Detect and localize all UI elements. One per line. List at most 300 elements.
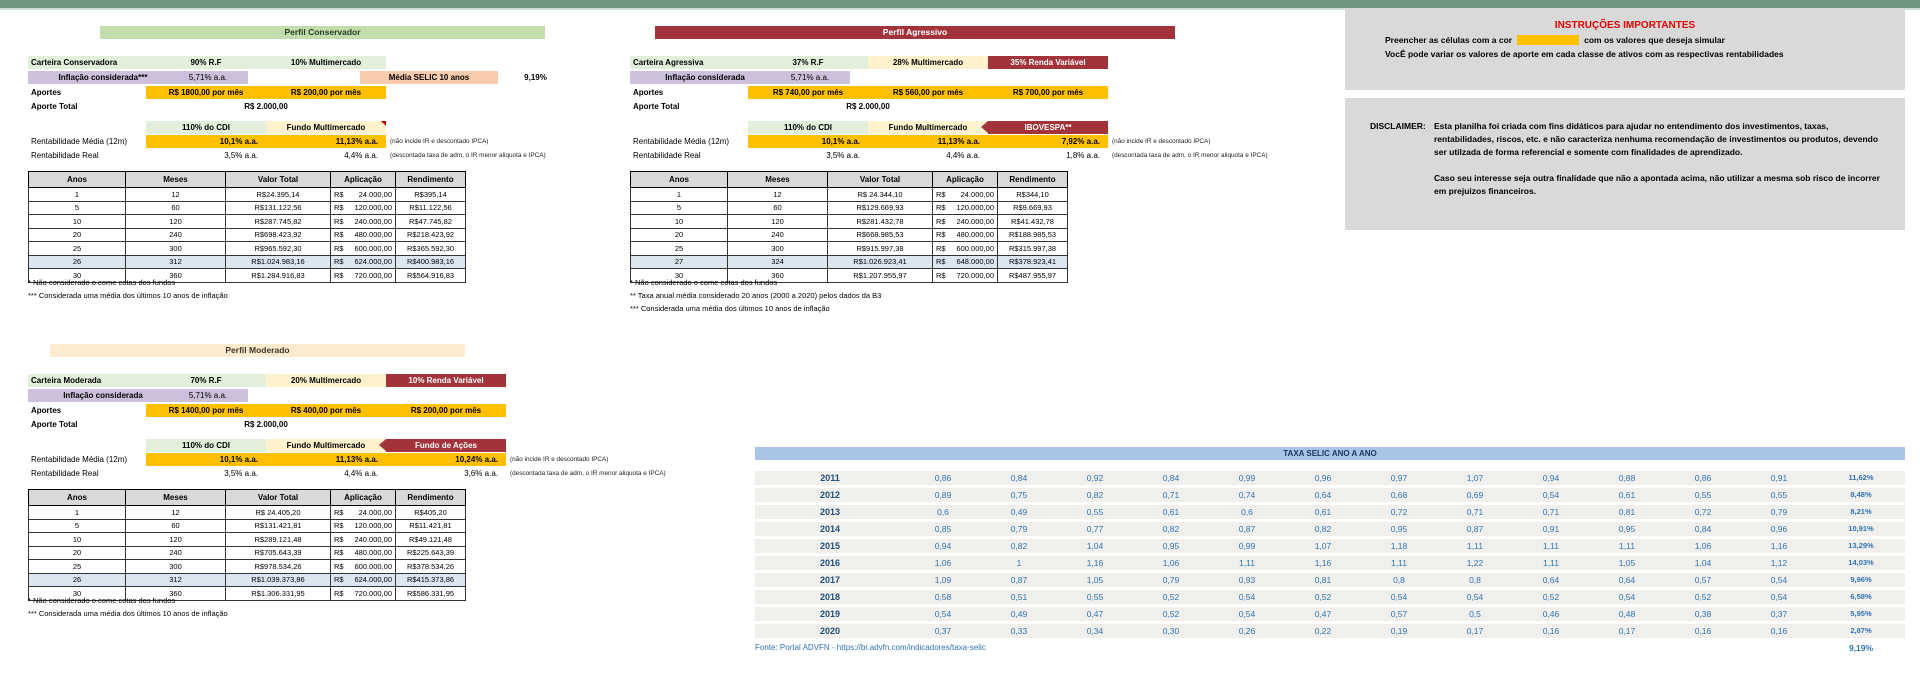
selic-annual-value: 13,29%: [1848, 541, 1874, 550]
rent-media-value-cell[interactable]: 10,24% a.a.: [455, 455, 498, 464]
table-cell-rendimento: R$586.331,95: [396, 587, 466, 601]
selic-month-value: 0,99: [1238, 473, 1256, 483]
table-cell-aplicacao: [331, 533, 396, 547]
selic-month-value: 0,34: [1086, 626, 1104, 636]
selic-month-value: 0,94: [1542, 473, 1560, 483]
rent-media-value-cell[interactable]: 10,1% a.a.: [219, 455, 258, 464]
selic-month-value: 0,33: [1010, 626, 1028, 636]
table-cell-aplicacao: [331, 573, 396, 587]
disclaimer-paragraph-2: Caso seu interesse seja outra finalidade que não a apontada acima, não utilizar a mesma sob risco de incorrer em prejuizos financeiros.: [1434, 173, 1880, 196]
rent-media-value-cell[interactable]: 7,92% a.a.: [1061, 137, 1100, 146]
profile-block-moderado: [28, 344, 666, 654]
selic-month-value: 0,89: [934, 490, 952, 500]
selic-month-value: 0,81: [1314, 575, 1332, 585]
aportes-label: Aportes: [31, 406, 62, 415]
table-row: [29, 519, 466, 533]
aporte-total-value: R$ 2.000,00: [846, 102, 890, 111]
table-cell-valor: R$1.306.331,95: [226, 587, 331, 601]
allocation-cell: 28% Multimercado: [868, 56, 988, 69]
table-cell-meses: 360: [126, 269, 226, 283]
selic-month-value: 0,72: [1694, 507, 1712, 517]
selic-year: 2014: [819, 524, 841, 534]
selic-row: [755, 488, 1905, 502]
selic-row: [755, 573, 1905, 587]
selic-annual-value: 14,03%: [1848, 558, 1874, 567]
selic-month-value: 0,95: [1390, 524, 1408, 534]
selic-month-value: 0,51: [1010, 592, 1028, 602]
table-header-cell: Meses: [126, 490, 226, 506]
table-cell-aplicacao: [331, 587, 396, 601]
selic-month-value: 0,30: [1162, 626, 1180, 636]
selic-month-value: 1,06: [934, 558, 952, 568]
selic-row: [755, 471, 1905, 485]
selic-month-value: 0,55: [1694, 490, 1712, 500]
aporte-total-value: R$ 2.000,00: [244, 420, 288, 429]
table-cell-rendimento: R$11.421,81: [396, 519, 466, 533]
aporte-input-cell[interactable]: R$ 1400,00 por mês: [146, 404, 266, 417]
aporte-input-cell[interactable]: R$ 740,00 por mês: [748, 86, 868, 99]
table-cell-valor: R$131.421,81: [226, 519, 331, 533]
selic-month-value: 0,54: [1390, 592, 1408, 602]
currency-prefix: R$: [334, 230, 344, 240]
selic-row: [755, 505, 1905, 519]
table-row: [631, 201, 1068, 215]
footnote: *** Considerada uma média dos últimos 10 anos de inflação: [28, 609, 228, 618]
rent-real-value-cell: 3,6% a.a.: [464, 469, 498, 478]
instructions-line-1: [1385, 35, 1905, 45]
selic-year: 2020: [819, 626, 841, 636]
table-cell-aplicacao: [933, 201, 998, 215]
results-table: [28, 171, 466, 283]
selic-month-value: 0,84: [1162, 473, 1180, 483]
allocation-cell: 10% Renda Variável: [386, 374, 506, 387]
selic-month-value: 0,95: [1618, 524, 1636, 534]
table-cell-valor: R$978.534,26: [226, 560, 331, 574]
allocation-cell: 37% R.F: [748, 56, 868, 69]
profile-block-agressivo: [630, 26, 1268, 336]
rent-media-value-cell[interactable]: 10,1% a.a.: [821, 137, 860, 146]
selic-month-value: 0,64: [1542, 575, 1560, 585]
selic-month-value: 0,84: [1694, 524, 1712, 534]
rent-media-value-cell[interactable]: 11,13% a.a.: [937, 137, 980, 146]
table-cell-anos: 5: [29, 201, 126, 215]
selic-month-value: 0,68: [1390, 490, 1408, 500]
currency-prefix: R$: [936, 230, 946, 240]
table-cell-valor: R$281.432,78: [828, 215, 933, 229]
table-cell-meses: 240: [126, 228, 226, 242]
table-cell-meses: 120: [126, 533, 226, 547]
selic-month-value: 0,71: [1542, 507, 1560, 517]
table-cell-anos: 5: [29, 519, 126, 533]
aplicacao-amount: 24.000,00: [358, 189, 392, 199]
aporte-input-cell[interactable]: R$ 200,00 por mês: [266, 86, 386, 99]
table-cell-valor: R$1.024.983,16: [226, 255, 331, 269]
table-cell-aplicacao: [331, 215, 396, 229]
aplicacao-amount: 720.000,00: [956, 270, 994, 280]
aportes-label: Aportes: [31, 88, 62, 97]
selic-year: 2013: [819, 507, 841, 517]
selic-row: [755, 539, 1905, 553]
table-cell-meses: 12: [126, 506, 226, 520]
table-cell-meses: 300: [126, 560, 226, 574]
selic-month-value: 1,11: [1543, 541, 1559, 551]
rent-real-value-cell: 3,5% a.a.: [224, 469, 258, 478]
table-cell-valor: R$131.122,56: [226, 201, 331, 215]
table-cell-aplicacao: [331, 506, 396, 520]
table-cell-rendimento: R$49.121,48: [396, 533, 466, 547]
table-cell-anos: 25: [29, 560, 126, 574]
selic-month-value: 0,54: [1618, 592, 1636, 602]
selic-month-value: 0,54: [1466, 592, 1484, 602]
rent-media-value-cell[interactable]: 10,1% a.a.: [219, 137, 258, 146]
disclaimer-label: DISCLAIMER:: [1370, 121, 1426, 131]
table-cell-aplicacao: [933, 255, 998, 269]
aporte-input-cell[interactable]: R$ 560,00 por mês: [868, 86, 988, 99]
selic-month-value: 1,22: [1466, 558, 1484, 568]
table-cell-meses: 120: [126, 215, 226, 229]
selic-month-value: 0,54: [1238, 609, 1256, 619]
selic-average-value: 9,19%: [1848, 643, 1874, 653]
selic-year: 2012: [819, 490, 841, 500]
selic-month-value: 0,52: [1694, 592, 1712, 602]
currency-prefix: R$: [936, 216, 946, 226]
footnote: *** Considerada uma média dos últimos 10 anos de inflação: [28, 291, 228, 300]
aplicacao-amount: 240.000,00: [354, 216, 392, 226]
table-cell-meses: 360: [728, 269, 828, 283]
rent-media-label: Rentabilidade Média (12m): [633, 137, 730, 146]
selic-month-value: 0,71: [1162, 490, 1180, 500]
media-selic-label: Média SELIC 10 anos: [360, 71, 498, 84]
selic-rows: [755, 471, 1905, 655]
fund-header-cell: Fundo Multimercado: [266, 439, 386, 452]
highlight-color-swatch: [1517, 35, 1579, 45]
profile-title: Perfil Conservador: [100, 26, 545, 39]
currency-prefix: R$: [334, 189, 344, 199]
table-cell-meses: 240: [126, 546, 226, 560]
aporte-input-cell[interactable]: R$ 200,00 por mês: [386, 404, 506, 417]
footnote: * Não considerado o come cotas dos fundos: [28, 596, 176, 605]
selic-month-value: 0,79: [1770, 507, 1788, 517]
rent-media-label: Rentabilidade Média (12m): [31, 137, 128, 146]
selic-month-value: 0,82: [1010, 541, 1028, 551]
selic-annual-value: 5,95%: [1850, 609, 1872, 618]
rent-real-value-cell: 4,4% a.a.: [344, 469, 378, 478]
rent-media-value-cell[interactable]: 11,13% a.a.: [335, 455, 378, 464]
aporte-input-cell[interactable]: R$ 1800,00 por mês: [146, 86, 266, 99]
selic-month-value: 0,47: [1314, 609, 1332, 619]
table-cell-anos: 20: [29, 546, 126, 560]
selic-row: [755, 624, 1905, 638]
table-cell-aplicacao: [331, 255, 396, 269]
selic-month-value: 1,06: [1162, 558, 1180, 568]
table-cell-valor: R$1.207.955,97: [828, 269, 933, 283]
table-header-row: [29, 490, 466, 506]
selic-month-value: 0,52: [1162, 592, 1180, 602]
selic-year: 2017: [819, 575, 841, 585]
selic-month-value: 0,52: [1542, 592, 1560, 602]
selic-month-value: 0,64: [1618, 575, 1636, 585]
currency-prefix: R$: [334, 507, 344, 517]
selic-month-value: 0,96: [1314, 473, 1332, 483]
aplicacao-amount: 648.000,00: [956, 257, 994, 267]
table-header-row: [29, 172, 466, 188]
selic-month-value: 0,91: [1770, 473, 1788, 483]
rent-real-value-cell: 1,8% a.a.: [1066, 151, 1100, 160]
selic-month-value: 0,54: [1770, 592, 1788, 602]
inflacao-value: 5,71% a.a.: [790, 73, 830, 82]
table-row: [631, 188, 1068, 202]
table-cell-meses: 12: [126, 188, 226, 202]
aplicacao-amount: 624.000,00: [354, 575, 392, 585]
selic-month-value: 0,49: [1010, 507, 1028, 517]
currency-prefix: R$: [334, 270, 344, 280]
aplicacao-amount: 120.000,00: [354, 521, 392, 531]
selic-annual-value: 8,21%: [1850, 507, 1872, 516]
table-cell-aplicacao: [331, 242, 396, 256]
selic-month-value: 0,97: [1390, 473, 1408, 483]
selic-month-value: 0,91: [1542, 524, 1560, 534]
results-table: [630, 171, 1068, 283]
selic-month-value: 0,61: [1314, 507, 1332, 517]
table-cell-aplicacao: [331, 201, 396, 215]
table-row: [631, 255, 1068, 269]
rent-real-label: Rentabilidade Real: [31, 151, 99, 160]
table-cell-valor: R$698.423,92: [226, 228, 331, 242]
currency-prefix: R$: [334, 588, 344, 598]
selic-month-value: 0,87: [1466, 524, 1484, 534]
table-row: [29, 242, 466, 256]
selic-month-value: 1,11: [1239, 558, 1255, 568]
selic-month-value: 0,82: [1162, 524, 1180, 534]
table-cell-aplicacao: [933, 269, 998, 283]
carteira-label: Carteira Agressiva: [633, 58, 704, 67]
selic-row: [755, 556, 1905, 570]
selic-month-value: 1,18: [1390, 541, 1408, 551]
allocation-cell: 70% R.F: [146, 374, 266, 387]
aporte-input-cell[interactable]: R$ 400,00 por mês: [266, 404, 386, 417]
selic-month-value: 1,11: [1467, 541, 1483, 551]
table-row: [29, 215, 466, 229]
instructions-title: INSTRUÇÕES IMPORTANTES: [1554, 20, 1696, 31]
selic-month-value: 0,93: [1238, 575, 1256, 585]
fund-header-cell: Fundo de Ações: [386, 439, 506, 452]
selic-month-value: 0,74: [1238, 490, 1256, 500]
selic-year: 2016: [819, 558, 841, 568]
selic-month-value: 1,05: [1618, 558, 1636, 568]
selic-annual-value: 6,58%: [1850, 592, 1872, 601]
table-cell-valor: R$129.669,93: [828, 201, 933, 215]
profile-block-conservador: [28, 26, 588, 336]
selic-month-value: 0,57: [1694, 575, 1712, 585]
table-cell-rendimento: R$400.983,16: [396, 255, 466, 269]
selic-year: 2018: [819, 592, 841, 602]
table-cell-valor: R$705.643,39: [226, 546, 331, 560]
rent-real-value-cell: 4,4% a.a.: [946, 151, 980, 160]
selic-month-value: 0,37: [934, 626, 952, 636]
selic-month-value: 0,99: [1238, 541, 1256, 551]
fund-header-cell: 110% do CDI: [146, 439, 266, 452]
aplicacao-amount: 120.000,00: [956, 203, 994, 213]
selic-month-value: 0,54: [934, 609, 952, 619]
table-header-cell: Rendimento: [396, 490, 466, 506]
table-cell-meses: 60: [126, 519, 226, 533]
table-header-cell: Meses: [126, 172, 226, 188]
selic-month-value: 1,04: [1086, 541, 1104, 551]
table-cell-anos: 20: [631, 228, 728, 242]
aplicacao-amount: 480.000,00: [354, 548, 392, 558]
selic-month-value: 0,48: [1618, 609, 1636, 619]
rent-real-value-cell: 3,5% a.a.: [826, 151, 860, 160]
instructions-line1-after: com os valores que deseja simular: [1584, 35, 1725, 45]
carteira-label: Carteira Moderada: [31, 376, 102, 385]
selic-row: [755, 607, 1905, 621]
selic-month-value: 0,37: [1770, 609, 1788, 619]
table-header-cell: Anos: [631, 172, 728, 188]
table-row: [631, 242, 1068, 256]
aporte-input-cell[interactable]: R$ 700,00 por mês: [988, 86, 1108, 99]
table-cell-rendimento: R$9.669,93: [998, 201, 1068, 215]
selic-month-value: 0,38: [1694, 609, 1712, 619]
selic-month-value: 0,84: [1010, 473, 1028, 483]
table-cell-valor: R$668.985,53: [828, 228, 933, 242]
fund-header-cell: Fundo Multimercado: [266, 121, 386, 134]
rent-real-note: (descontada taxa de adm, o IR menor aliquota e IPCA): [1112, 152, 1268, 159]
table-cell-anos: 1: [29, 188, 126, 202]
table-cell-anos: 26: [29, 573, 126, 587]
selic-month-value: 0,16: [1542, 626, 1560, 636]
selic-month-value: 0,96: [1770, 524, 1788, 534]
rent-real-note: (descontada taxa de adm, o IR menor aliquota e IPCA): [510, 470, 666, 477]
table-cell-aplicacao: [933, 242, 998, 256]
selic-month-value: 0,19: [1390, 626, 1408, 636]
ribbon-notch-icon: [379, 439, 386, 451]
selic-month-value: 0,79: [1010, 524, 1028, 534]
rent-real-label: Rentabilidade Real: [633, 151, 701, 160]
table-header-cell: Meses: [728, 172, 828, 188]
ribbon-notch-icon: [981, 121, 988, 133]
table-cell-aplicacao: [331, 188, 396, 202]
table-cell-rendimento: R$378.923,41: [998, 255, 1068, 269]
selic-month-value: 0,88: [1618, 473, 1636, 483]
selic-month-value: 0,17: [1466, 626, 1484, 636]
currency-prefix: R$: [334, 575, 344, 585]
selic-annual-value: 9,96%: [1850, 575, 1872, 584]
fund-header-cell: 110% do CDI: [146, 121, 266, 134]
aplicacao-amount: 24.000,00: [960, 189, 994, 199]
allocation-cell: 90% R.F: [146, 56, 266, 69]
selic-annual-value: 8,48%: [1850, 490, 1872, 499]
selic-source-link[interactable]: Fonte: Portal ADVFN - https://br.advfn.com/indicadores/taxa-selic: [755, 643, 986, 652]
selic-month-value: 1,07: [1466, 473, 1484, 483]
table-row: [29, 573, 466, 587]
table-cell-aplicacao: [933, 215, 998, 229]
selic-month-value: 0,64: [1314, 490, 1332, 500]
rent-real-label: Rentabilidade Real: [31, 469, 99, 478]
table-cell-meses: 60: [728, 201, 828, 215]
table-cell-anos: 10: [29, 533, 126, 547]
selic-month-value: 0,87: [1238, 524, 1256, 534]
table-cell-rendimento: R$47.745,82: [396, 215, 466, 229]
fund-header-cell: Fundo Multimercado: [868, 121, 988, 134]
selic-month-value: 0,86: [1694, 473, 1712, 483]
table-header-cell: Aplicação: [331, 490, 396, 506]
selic-month-value: 0,5: [1469, 609, 1481, 619]
selic-month-value: 0,54: [1542, 490, 1560, 500]
aplicacao-amount: 600.000,00: [956, 243, 994, 253]
selic-month-value: 0,55: [1086, 507, 1104, 517]
fund-header-cell: IBOVESPA**: [988, 121, 1108, 134]
table-cell-aplicacao: [933, 188, 998, 202]
table-cell-valor: R$ 24.344,10: [828, 188, 933, 202]
table-cell-anos: 20: [29, 228, 126, 242]
rent-media-value-cell[interactable]: 11,13% a.a.: [335, 137, 378, 146]
selic-month-value: 1,09: [934, 575, 952, 585]
fund-header-cell: 110% do CDI: [748, 121, 868, 134]
table-cell-valor: R$ 24.405,20: [226, 506, 331, 520]
table-cell-valor: R$289.121,48: [226, 533, 331, 547]
currency-prefix: R$: [936, 203, 946, 213]
table-row: [631, 228, 1068, 242]
table-cell-anos: 25: [631, 242, 728, 256]
aplicacao-amount: 480.000,00: [956, 230, 994, 240]
selic-month-value: 0,61: [1162, 507, 1180, 517]
selic-month-value: 0,26: [1238, 626, 1256, 636]
table-cell-anos: 26: [29, 255, 126, 269]
selic-month-value: 0,72: [1390, 507, 1408, 517]
selic-annual-value: 2,87%: [1850, 626, 1872, 635]
table-cell-meses: 12: [728, 188, 828, 202]
selic-month-value: 0,8: [1469, 575, 1481, 585]
results-table: [28, 489, 466, 601]
selic-month-value: 0,54: [1238, 592, 1256, 602]
currency-prefix: R$: [334, 216, 344, 226]
table-cell-anos: 27: [631, 255, 728, 269]
currency-prefix: R$: [334, 548, 344, 558]
table-row: [29, 201, 466, 215]
table-cell-valor: R$1.039.373,86: [226, 573, 331, 587]
rent-real-note: (descontada taxa de adm, o IR menor aliquota e IPCA): [390, 152, 546, 159]
aplicacao-amount: 240.000,00: [956, 216, 994, 226]
selic-month-value: 0,17: [1618, 626, 1636, 636]
aplicacao-amount: 720.000,00: [354, 270, 392, 280]
table-cell-rendimento: R$415.373,86: [396, 573, 466, 587]
selic-month-value: 0,58: [934, 592, 952, 602]
selic-month-value: 0,8: [1393, 575, 1405, 585]
table-cell-meses: 240: [728, 228, 828, 242]
selic-month-value: 0,92: [1086, 473, 1104, 483]
table-cell-aplicacao: [331, 269, 396, 283]
rent-media-label: Rentabilidade Média (12m): [31, 455, 128, 464]
aplicacao-amount: 120.000,00: [354, 203, 392, 213]
table-cell-rendimento: R$564.916,83: [396, 269, 466, 283]
media-selic-value: 9,19%: [524, 73, 547, 82]
rent-real-value-cell: 3,5% a.a.: [224, 151, 258, 160]
selic-month-value: 0,52: [1314, 592, 1332, 602]
table-cell-aplicacao: [331, 228, 396, 242]
selic-month-value: 1,16: [1086, 558, 1104, 568]
selic-row: [755, 590, 1905, 604]
selic-month-value: 0,69: [1466, 490, 1484, 500]
selic-month-value: 0,86: [934, 473, 952, 483]
currency-prefix: R$: [334, 534, 344, 544]
table-cell-meses: 312: [126, 255, 226, 269]
rent-real-value-cell: 4,4% a.a.: [344, 151, 378, 160]
rent-media-note: (não incide IR e descontado IPCA): [390, 138, 489, 145]
table-cell-rendimento: R$378.534,26: [396, 560, 466, 574]
footnote: * Não considerado o come cotas dos fundos: [28, 278, 176, 287]
selic-year: 2011: [820, 473, 840, 483]
table-cell-rendimento: R$395,14: [396, 188, 466, 202]
